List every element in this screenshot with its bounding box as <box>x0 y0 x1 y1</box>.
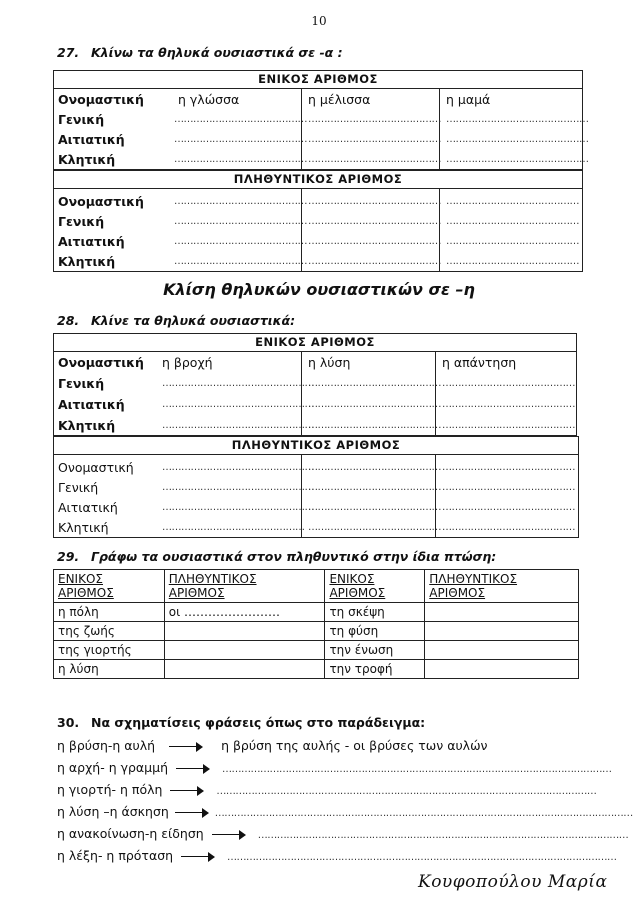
case-label: Ονομαστική <box>58 194 144 209</box>
table-row <box>54 353 576 373</box>
table-row <box>54 458 578 478</box>
phrase-prompt: η βρύση-η αυλή <box>57 738 156 753</box>
exercise-29-title <box>57 549 496 564</box>
case-label: Αιτιατική <box>58 397 125 412</box>
ex28-singular-table <box>53 333 577 436</box>
singular-header: ΕΝΙΚΟΣ ΑΡΙΘΜΟΣ <box>54 334 576 352</box>
exercise-28-title <box>57 313 295 328</box>
case-label: Αιτιατική <box>58 132 125 147</box>
table-cell: της γιορτής <box>54 641 165 660</box>
table-row <box>54 622 579 641</box>
fill-in-blank[interactable]: …………………………………… <box>308 256 441 267</box>
phrase-example-answer: η βρύση της αυλής - οι βρύσες των αυλών <box>221 738 488 753</box>
table-cell: την ένωση <box>325 641 425 660</box>
arrow-right-icon <box>175 808 209 818</box>
word-cell: η απάντηση <box>442 355 517 370</box>
fill-in-blank[interactable]: …………………………………… <box>308 420 441 431</box>
fill-in-blank[interactable]: …………………………………… <box>308 236 441 247</box>
fill-in-blank[interactable]: …………………………………… <box>442 502 575 513</box>
fill-in-blank[interactable]: …………………………………… <box>308 482 441 493</box>
case-label: Γενική <box>58 214 105 229</box>
plural-header: ΠΛΗΘΥΝΤΙΚΟΣ ΑΡΙΘΜΟΣ <box>54 437 578 455</box>
fill-in-blank[interactable]: …………………………………… <box>442 482 575 493</box>
ex28-plural-table <box>53 436 579 538</box>
table-row <box>54 478 578 498</box>
fill-in-blank[interactable]: …………………………………… <box>442 420 575 431</box>
exercise-instruction: Γράφω τα ουσιαστικά στον πληθυντικό στην ίδια πτώση: <box>91 549 497 564</box>
table-row <box>54 498 578 518</box>
table-row <box>54 232 582 252</box>
case-label: Γενική <box>58 112 105 127</box>
table-row <box>54 374 576 394</box>
exercise-instruction: Κλίνε τα θηλυκά ουσιαστικά: <box>91 313 296 328</box>
fill-in-blank[interactable]: …………………………………… <box>442 522 575 533</box>
word-cell: η μαμά <box>446 92 491 107</box>
table-header-row <box>54 570 579 603</box>
fill-in-blank[interactable]: ………………………………………… <box>162 462 314 473</box>
arrow-right-icon <box>170 786 204 796</box>
phrase-prompt: η ανακοίνωση-η είδηση <box>57 826 204 841</box>
arrow-right-icon <box>169 742 203 752</box>
table-row <box>54 110 589 130</box>
table-row <box>54 660 579 679</box>
singular-header: ΕΝΙΚΟΣ ΑΡΙΘΜΟΣ <box>54 71 582 89</box>
table-cell-answer[interactable] <box>425 622 579 641</box>
table-row <box>54 212 582 232</box>
fill-in-blank[interactable]: ……………………………………… <box>162 522 305 533</box>
section-title: Κλίση θηλυκών ουσιαστικών σε –η <box>163 280 475 299</box>
column-header: ΕΝΙΚΟΣ ΑΡΙΘΜΟΣ <box>325 570 425 603</box>
case-label: Γενική <box>58 480 99 495</box>
fill-in-blank[interactable]: …………………………………………………………………………………………………………… <box>221 764 612 775</box>
table-row <box>54 416 576 436</box>
table-row <box>54 395 576 415</box>
fill-in-blank[interactable]: ………………………………………… <box>162 502 314 513</box>
phrase-item <box>57 738 488 753</box>
fill-in-blank[interactable]: ……………………………………………………………………………………………………… <box>257 830 629 841</box>
fill-in-blank[interactable]: …………………………………………………………………………………………………………………… <box>214 808 633 819</box>
table-cell-answer[interactable] <box>425 603 579 622</box>
exercise-instruction: Κλίνω τα θηλυκά ουσιαστικά σε -α : <box>91 45 343 60</box>
phrase-prompt: η λέξη- η πρόταση <box>57 848 174 863</box>
fill-in-blank[interactable]: ……………………………………… <box>446 134 589 145</box>
phrase-prompt: η λύση –η άσκηση <box>57 804 169 819</box>
case-label: Αιτιατική <box>58 234 125 249</box>
exercise-30-title <box>57 715 425 730</box>
exercise-number: 27. <box>57 45 80 60</box>
page-number: 10 <box>311 14 327 28</box>
table-cell-answer[interactable] <box>164 622 325 641</box>
fill-in-blank[interactable]: …………………………………… <box>174 236 307 247</box>
exercise-number: 28. <box>57 313 80 328</box>
fill-in-blank[interactable]: …………………………………… <box>308 196 441 207</box>
table-cell: την τροφή <box>325 660 425 679</box>
case-label: Κλητική <box>58 520 109 535</box>
phrase-item <box>57 826 628 841</box>
fill-in-blank[interactable]: ……………………………………… <box>446 154 589 165</box>
fill-in-blank[interactable]: …………………………………… <box>174 134 307 145</box>
author-signature: Κουφοπούλου Μαρία <box>418 872 608 892</box>
table-row <box>54 130 589 150</box>
fill-in-blank[interactable]: …………………………………… <box>174 196 307 207</box>
case-label: Κλητική <box>58 152 116 167</box>
fill-in-blank[interactable]: …………………………………… <box>174 154 307 165</box>
exercise-instruction: Να σχηματίσεις φράσεις όπως στο παράδειγμα: <box>91 715 426 730</box>
fill-in-blank[interactable]: …………………………………… <box>308 522 441 533</box>
table-cell-answer[interactable]: οι …………………… <box>164 603 325 622</box>
column-header: ΠΛΗΘΥΝΤΙΚΟΣ ΑΡΙΘΜΟΣ <box>425 570 579 603</box>
fill-in-blank[interactable]: …………………………………… <box>308 399 441 410</box>
fill-in-blank[interactable]: …………………………………… <box>442 378 575 389</box>
table-cell-answer[interactable] <box>164 641 325 660</box>
phrase-item <box>57 804 633 819</box>
case-label: Κλητική <box>58 418 116 433</box>
table-cell-answer[interactable] <box>425 660 579 679</box>
case-label: Κλητική <box>58 254 116 269</box>
fill-in-blank[interactable]: …………………………………… <box>174 216 307 227</box>
fill-in-blank[interactable]: …………………………………………………………………………………………………………… <box>227 852 617 863</box>
exercise-27-title <box>57 45 343 60</box>
case-label: Ονομαστική <box>58 92 144 107</box>
fill-in-blank[interactable]: …………………………………… <box>442 462 575 473</box>
phrase-prompt: η γιορτή- η πόλη <box>57 782 163 797</box>
table-row <box>54 641 579 660</box>
case-label: Ονομαστική <box>58 355 144 370</box>
table-cell: της ζωής <box>54 622 165 641</box>
ex29-table <box>53 569 579 679</box>
fill-in-blank[interactable]: ………………………………………… <box>162 378 314 389</box>
table-row <box>54 150 589 170</box>
plural-header: ΠΛΗΘΥΝΤΙΚΟΣ ΑΡΙΘΜΟΣ <box>54 171 582 189</box>
column-header: ΠΛΗΘΥΝΤΙΚΟΣ ΑΡΙΘΜΟΣ <box>164 570 325 603</box>
exercise-number: 30. <box>57 715 80 730</box>
fill-in-blank[interactable]: …………………………………… <box>308 502 441 513</box>
ex27-singular-table <box>53 70 589 170</box>
fill-in-blank[interactable]: …………………………………… <box>174 256 307 267</box>
arrow-right-icon <box>176 764 210 774</box>
column-header: ΕΝΙΚΟΣ ΑΡΙΘΜΟΣ <box>54 570 165 603</box>
word-cell: η βροχή <box>162 355 213 370</box>
phrase-prompt: η αρχή- η γραμμή <box>57 760 168 775</box>
fill-in-blank[interactable]: …………………………………… <box>308 216 441 227</box>
fill-in-blank[interactable]: …………………………………… <box>446 196 579 207</box>
arrow-right-icon <box>212 830 246 840</box>
table-cell: τη σκέψη <box>325 603 425 622</box>
fill-in-blank[interactable]: ………………………………………… <box>162 399 314 410</box>
fill-in-blank[interactable]: …………………………………… <box>446 216 579 227</box>
table-row <box>54 603 579 622</box>
fill-in-blank[interactable]: …………………………………… <box>308 462 441 473</box>
table-row <box>54 192 582 212</box>
table-row <box>54 252 582 272</box>
fill-in-blank[interactable]: ………………………………………… <box>162 482 314 493</box>
case-label: Αιτιατική <box>58 500 118 515</box>
fill-in-blank[interactable]: …………………………………… <box>174 114 307 125</box>
fill-in-blank[interactable]: ………………………………………………………………………………………………………… <box>216 786 597 797</box>
fill-in-blank[interactable]: ………………………………………… <box>162 420 314 431</box>
phrase-item <box>57 848 617 863</box>
word-cell: η λύση <box>308 355 351 370</box>
fill-in-blank[interactable]: …………………………………… <box>446 256 579 267</box>
word-cell: η μέλισσα <box>308 92 371 107</box>
fill-in-blank[interactable]: …………………………………… <box>442 399 575 410</box>
table-cell: η λύση <box>54 660 165 679</box>
fill-in-blank[interactable]: …………………………………… <box>308 154 441 165</box>
fill-in-blank[interactable]: ……………………………………… <box>446 114 589 125</box>
exercise-number: 29. <box>57 549 80 564</box>
arrow-right-icon <box>181 852 215 862</box>
table-cell-answer[interactable] <box>164 660 325 679</box>
table-cell-answer[interactable] <box>425 641 579 660</box>
case-label: Γενική <box>58 376 105 391</box>
case-label: Ονομαστική <box>58 460 134 475</box>
word-cell: η γλώσσα <box>178 92 240 107</box>
table-cell: τη φύση <box>325 622 425 641</box>
phrase-item <box>57 760 611 775</box>
ex27-plural-table <box>53 170 583 272</box>
fill-in-blank[interactable]: …………………………………… <box>308 134 441 145</box>
fill-in-blank[interactable]: …………………………………… <box>308 114 441 125</box>
table-cell: η πόλη <box>54 603 165 622</box>
table-row <box>54 518 578 538</box>
fill-in-blank[interactable]: …………………………………… <box>446 236 579 247</box>
table-row <box>54 90 582 110</box>
phrase-item <box>57 782 596 797</box>
fill-in-blank[interactable]: …………………………………… <box>308 378 441 389</box>
